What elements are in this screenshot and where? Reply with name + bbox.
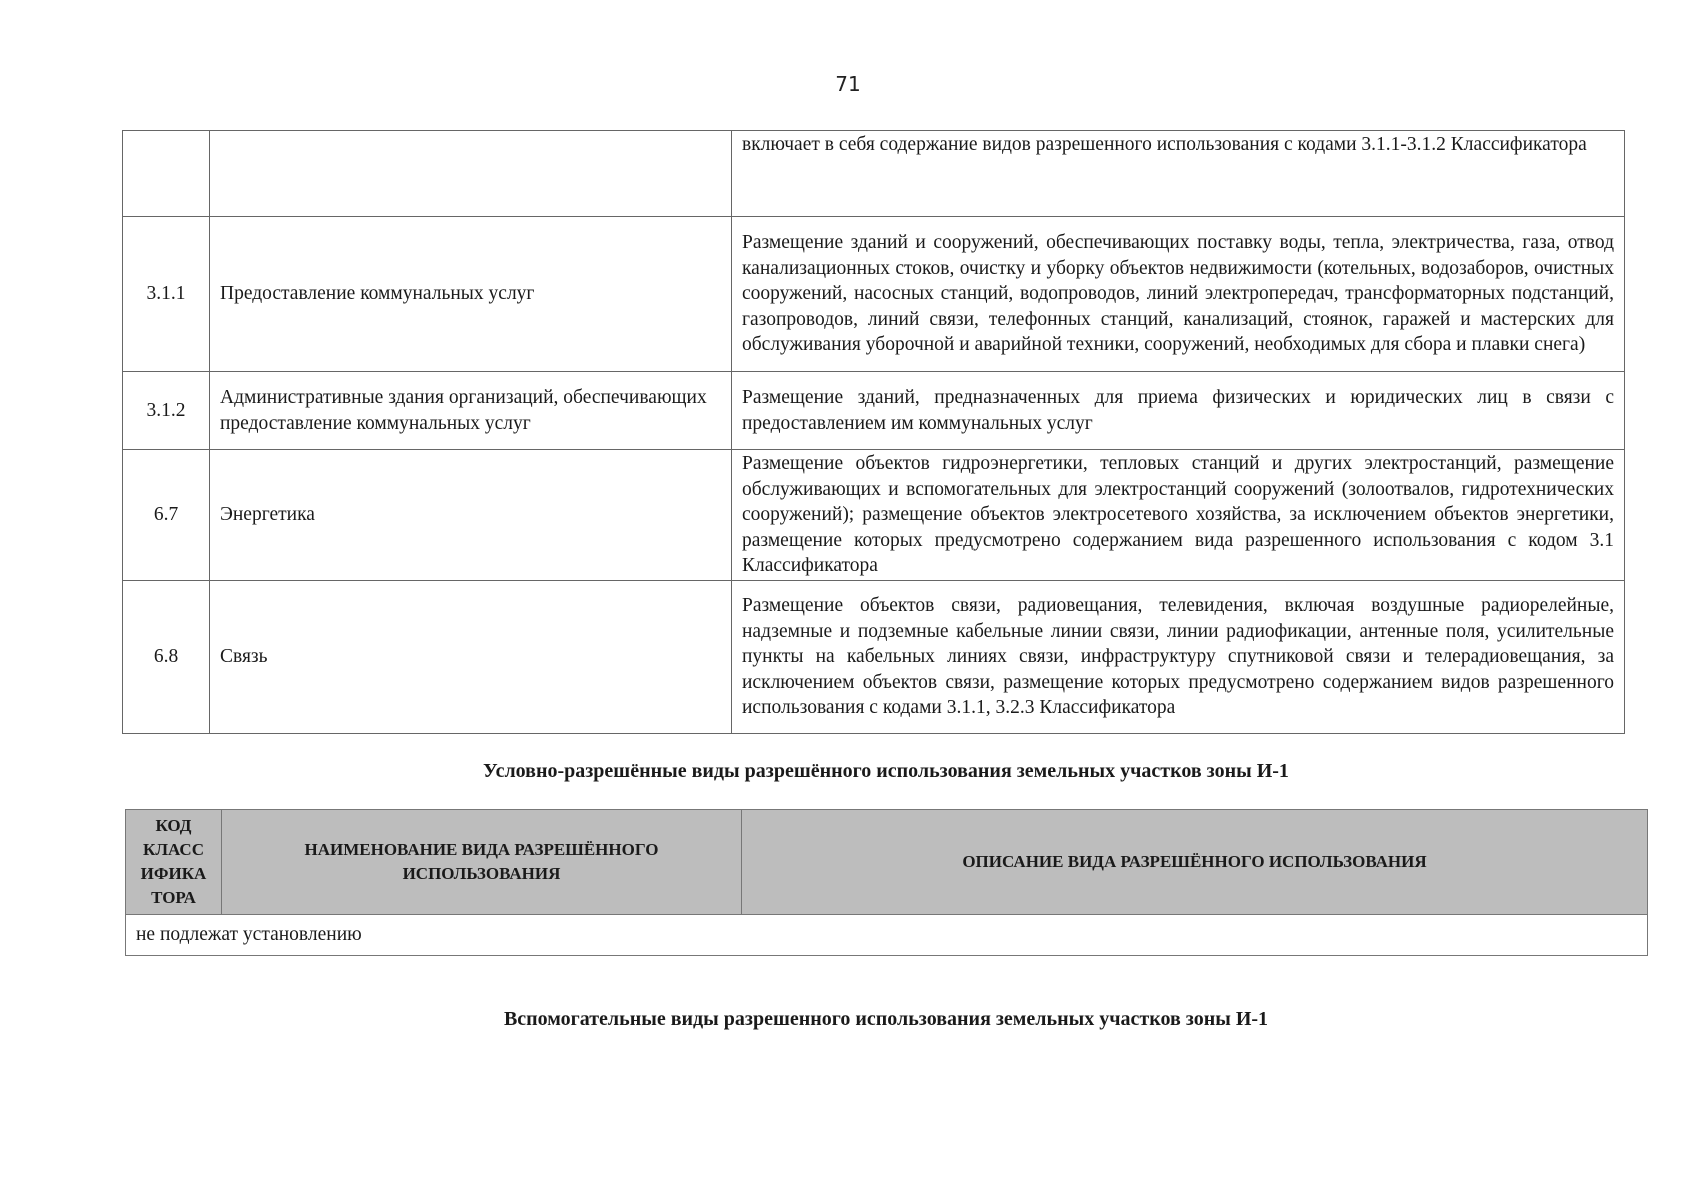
table-row	[123, 372, 1625, 450]
table-row	[126, 915, 1648, 956]
row-code	[123, 131, 210, 217]
row-description: Размещение зданий, предназначенных для приема физических и юридических лиц в связи с предоставлением им коммунальных услуг	[732, 372, 1625, 450]
row-name: Связь	[210, 581, 732, 734]
permitted-uses-table	[122, 130, 1625, 734]
header-code-line: КОД	[155, 816, 192, 835]
header-name-line: ИСПОЛЬЗОВАНИЯ	[402, 864, 561, 883]
table-row	[123, 581, 1625, 734]
row-code: 3.1.2	[123, 372, 210, 450]
conditional-uses-title: Условно-разрешённые виды разрешённого использования земельных участков зоны И-1	[483, 760, 1289, 782]
header-name	[222, 810, 742, 915]
table-row	[123, 131, 1625, 217]
row-name: Административные здания организаций, обеспечивающих предоставление коммунальных услуг	[210, 372, 732, 450]
row-name	[210, 131, 732, 217]
table-header-row	[126, 810, 1648, 915]
no-values-cell: не подлежат установлению	[126, 915, 1648, 956]
conditional-uses-table	[125, 809, 1648, 956]
table-row	[123, 217, 1625, 372]
row-name: Предоставление коммунальных услуг	[210, 217, 732, 372]
header-code-line: ТОРА	[151, 888, 196, 907]
auxiliary-uses-title: Вспомогательные виды разрешенного использования земельных участков зоны И-1	[503, 1008, 1269, 1030]
row-description: Размещение объектов гидроэнергетики, тепловых станций и других электростанций, размещение обслуживающих и вспомогательных для электростанций сооружений (золоотвалов, гидротехнических сооружений); размещение объектов электросетевого хозяйства, за исключением объектов энергетики, размещение которых предусмотрено содержанием вида разрешенного использования с кодом 3.1 Классификатора	[732, 450, 1625, 581]
page-number: 71	[835, 72, 861, 96]
row-name: Энергетика	[210, 450, 732, 581]
row-code: 6.7	[123, 450, 210, 581]
row-code: 3.1.1	[123, 217, 210, 372]
row-description: Размещение зданий и сооружений, обеспечивающих поставку воды, тепла, электричества, газа, отвод канализационных стоков, очистку и уборку объектов недвижимости (котельных, водозаборов, очистных сооружений, насосных станций, водопроводов, линий электропередач, трансформаторных подстанций, газопроводов, линий связи, телефонных станций, канализаций, стоянок, гаражей и мастерских для обслуживания уборочной и аварийной техники, сооружений, необходимых для сбора и плавки снега)	[732, 217, 1625, 372]
row-description: включает в себя содержание видов разрешенного использования с кодами 3.1.1-3.1.2 Классификатора	[732, 131, 1625, 217]
table-row	[123, 450, 1625, 581]
header-code-line: ИФИКА	[140, 864, 207, 883]
row-code: 6.8	[123, 581, 210, 734]
header-code-line: КЛАСС	[143, 840, 204, 859]
header-description: ОПИСАНИЕ ВИДА РАЗРЕШЁННОГО ИСПОЛЬЗОВАНИЯ	[742, 810, 1648, 915]
header-code	[126, 810, 222, 915]
row-description: Размещение объектов связи, радиовещания, телевидения, включая воздушные радиорелейные, надземные и подземные кабельные линии связи, линии радиофикации, антенные поля, усилительные пункты на кабельных линиях связи, инфраструктуру спутниковой связи и телерадиовещания, за исключением объектов связи, размещение которых предусмотрено содержанием видов разрешенного использования с кодами 3.1.1, 3.2.3 Классификатора	[732, 581, 1625, 734]
header-name-line: НАИМЕНОВАНИЕ ВИДА РАЗРЕШЁННОГО	[304, 840, 659, 859]
